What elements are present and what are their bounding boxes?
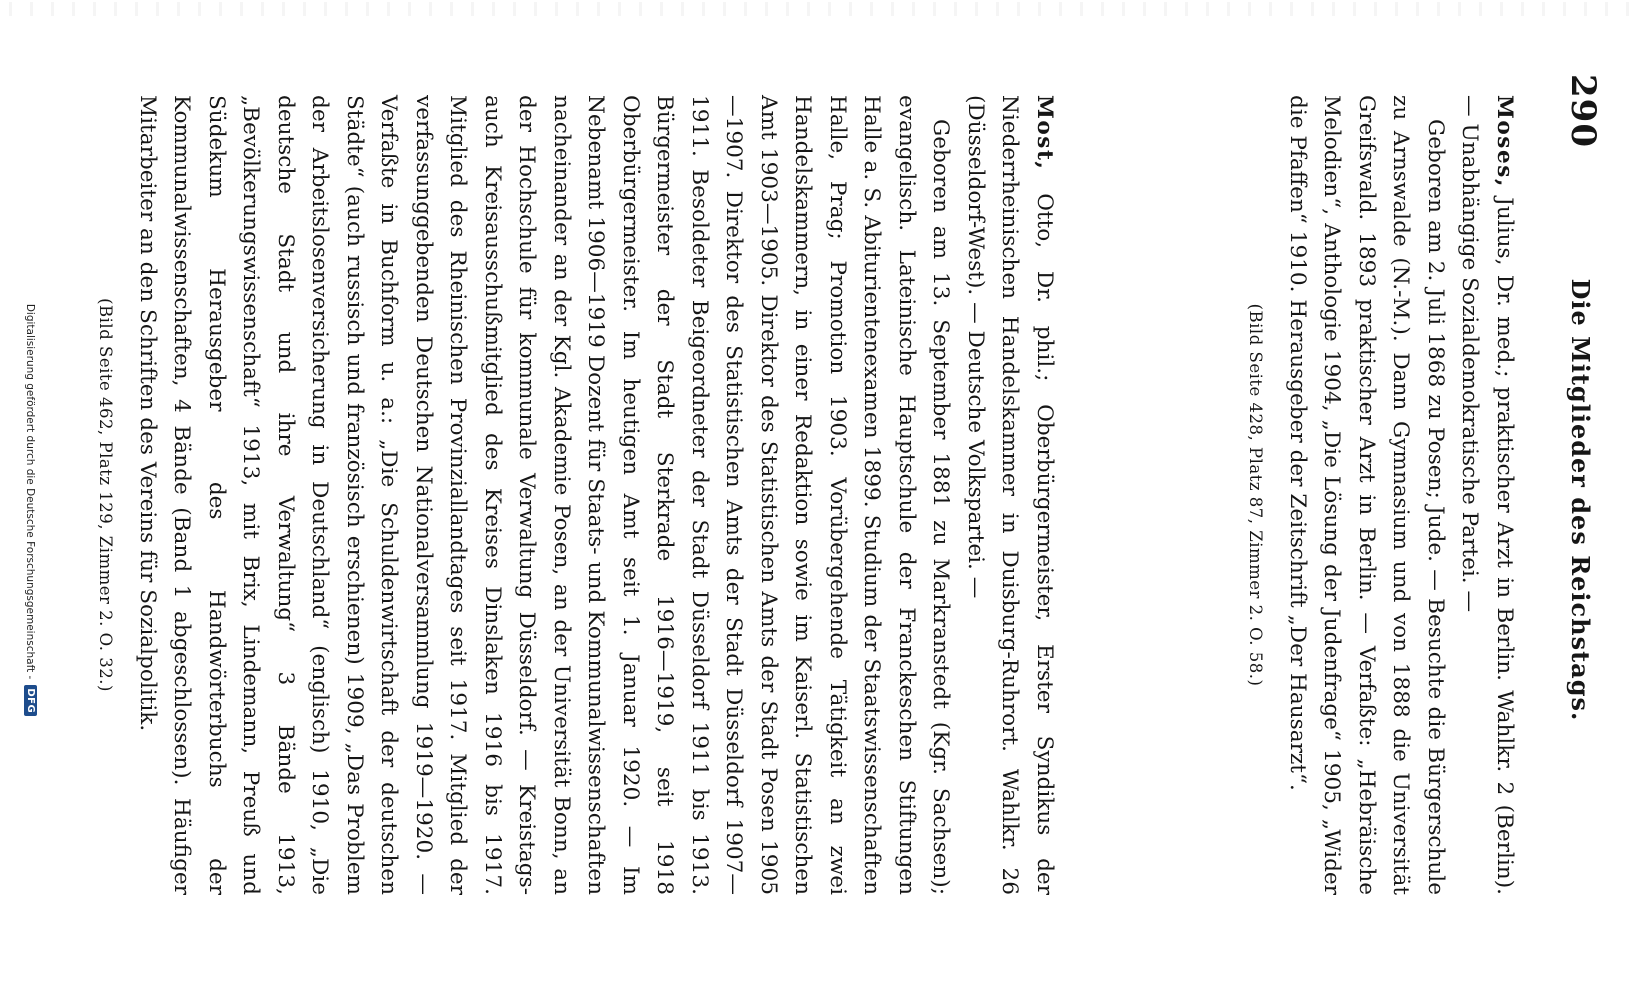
member-details: Julius, Dr. med.; praktischer Arzt in Berlin. Wahlkr. 2 (Berlin). — Unabhängige Sozialdemokratische Partei. —	[1457, 95, 1517, 895]
scan-edge	[0, 2, 1629, 16]
entry-biography: Geboren am 13. September 1881 zu Markranstedt (Kgr. Sachsen); evangelisch. Lateinische Hauptschule der Franckeschen Stiftungen Halle a. S. Abiturientenexamen 1899. Studium der Staatswissenschaften Halle, Prag; Promotion 1903. Vorübergehende Tätigkeit an zwei Handelskammern, in einer Redaktion sowie im Kaiserl. Statistischen Amt 1903—1905. Direktor des Statistischen Amts der Stadt Posen 1905—1907. Direktor des Statistischen Amts der Stadt Düsseldorf 1907—1911. Besoldeter Beigeordneter der Stadt Düsseldorf 1911 bis 1913. Bürgermeister der Stadt Sterkrade 1916—1919, seit 1918 Oberbürgermeister. Im heutigen Amt seit 1. Januar 1920. — Im Nebenamt 1906—1919 Dozent für Staats- und Kommunalwissenschaften nacheinander an der Kgl. Akademie Posen, an der Universität Bonn, an der Hochschule für kommunale Verwaltung Düsseldorf. — Kreistags- auch Kreisausschußmitglied des Kreises Dinslaken 1916 bis 1917. Mitglied des Rheinischen Provinziallandtages seit 1917. Mitglied der verfassunggebenden Deutschen Nationalversammlung 1919—1920. — Verfaßte in Buchform u. a.: „Die Schuldenwirtschaft der deutschen Städte“ (auch russisch und französisch erschienen) 1909, „Das Problem der Arbeitslosenversicherung in Deutschland“ (englisch) 1910, „Die deutsche Stadt und ihre Verwaltung“ 3 Bände 1913, „Bevölkerungswissenschaft“ 1913, mit Brix, Lindemann, Preuß und Südekum Herausgeber des Handwörterbuchs der Kommunalwissenschaften, 4 Bände (Band 1 abgeschlossen). Häufiger Mitarbeiter an den Schriften des Vereins für Sozialpolitik.	[135, 95, 954, 895]
member-details: Otto, Dr. phil.; Oberbürgermeister, Erster Syndikus der Niederrheinischen Handelskammer in Duisburg-Ruhrort. Wahlkr. 26 (Düsseldorf-West). — Deutsche Volkspartei. —	[963, 95, 1057, 895]
credit-text: Digitalisierung gefördert durch die Deutsche Forschungsgemeinschaft -	[24, 303, 37, 680]
running-head: Die Mitglieder des Reichstags.	[1566, 278, 1595, 722]
digitization-credit	[24, 120, 37, 900]
entry-header	[1452, 95, 1521, 895]
picture-reference: (Bild Seite 428, Platz 87, Zimmer 2. O. 58.)	[1246, 303, 1266, 687]
page-number: 290	[1563, 74, 1603, 148]
member-name: Most,	[1032, 95, 1057, 171]
entry-biography: Geboren am 2. Juli 1868 zu Posen; Jude. — Besuchte die Bürgerschule zu Arnswalde (N.-M.). Dann Gymnasium und von 1888 die Universität Greifswald. 1893 praktischer Arzt in Berlin. — Verfaßte: „Hebräische Melodien“, Anthologie 1904, „Die Lösung der Judenfrage“ 1905, „Wider die Pfaffen“ 1910. Herausgeber der Zeitschrift „Der Hausarzt“.	[1285, 95, 1448, 895]
picture-reference: (Bild Seite 462, Platz 129, Zimmer 2. O. 32.)	[96, 298, 116, 692]
entry-most	[97, 95, 1062, 895]
entry-header	[958, 95, 1062, 895]
entry-moses	[1247, 95, 1522, 895]
member-name: Moses,	[1492, 95, 1517, 188]
dfg-logo: DFG	[24, 685, 37, 716]
